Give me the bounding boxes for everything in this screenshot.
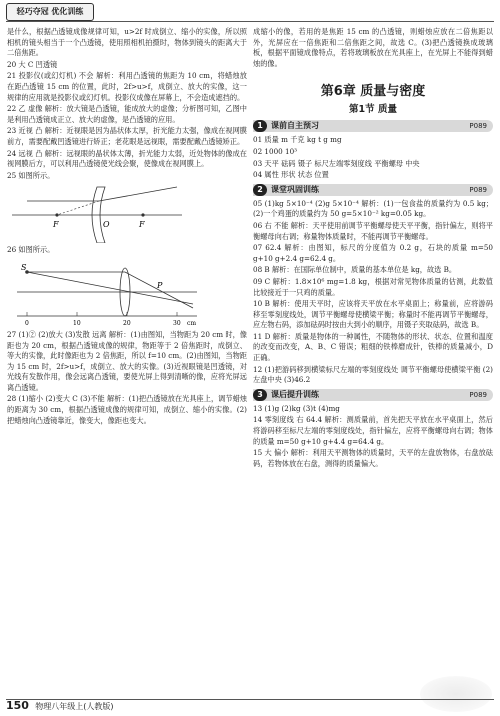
class-06: 06 右 不能 解析：天平使用前调节平衡螺母使天平平衡，指针偏左，则将平衡螺母向右调；称量物体质量时，不能再调节平衡螺母。 (253, 220, 493, 241)
pre-04: 04 属性 形状 状态 位置 (253, 170, 329, 180)
ray-3 (27, 272, 193, 304)
section-band-after (253, 389, 493, 401)
class-12: 12 (1)把游码移到横梁标尺左端的零刻度线处 调节平衡螺母使横梁平衡 (2)左盘中央 (3)46.2 (253, 364, 493, 385)
pre-01: 01 质量 m 千克 kg t g mg (253, 135, 342, 145)
book-title: 物理八年级上(人教版) (35, 702, 114, 711)
after-14: 14 零刻度线 右 64.4 解析：测质量前，首先把天平放在水平桌面上，然后将游码移至标尺左端的零刻度线处，指针偏左，应将平衡螺母向右调；物体的质量 m=50 g+10 g+4.4 g=64.4 g。 (253, 415, 493, 446)
header-rule (6, 21, 494, 22)
answer-23: 23 近视 凸 解析：近视眼是因为晶状体太厚，折光能力太强，像成在视网膜前方，需要配戴凹透镜进行矫正；老花眼是远视眼，需要配戴凸透镜矫正。 (7, 126, 247, 146)
focal-point-right (141, 214, 144, 217)
class-11: 11 D 解析：质量是物体的一种属性，不随物体的形状、状态、位置和温度的改变而改变，A、B、C 错误；粗细的铁棒磨成针，铁棒的质量减小，D 正确。 (253, 331, 493, 363)
pre-03: 03 天平 砝码 镊子 标尺左端零刻度线 平衡螺母 中央 (253, 158, 420, 168)
band-number: 2 (253, 184, 267, 196)
answer-28: 28 (1)缩小 (2)变大 C (3)不能 解析：(1)把凸透镜放在光具座上，调节蜡烛的距离为 30 cm，根据凸透镜成像的规律可知，成倒立、缩小的实像。(2)把蜡烛向凸透镜靠近，像变大，像距也变大。 (7, 394, 247, 425)
lens-diagram-26 (7, 258, 207, 328)
answer-24: 24 远视 凸 解析：远视眼的晶状体太薄，折光能力太弱，近处物体的像成在视网膜后方，可以利用凸透镜使光线会聚，使像成在视网膜上。 (7, 148, 247, 169)
label-f2: F (139, 220, 145, 230)
unit-cm: cm (187, 319, 197, 327)
watermark-stamp (420, 676, 492, 712)
page-footer (6, 701, 306, 715)
pre-02: 02 1000 10³ (253, 146, 298, 156)
section-band-preview (253, 120, 493, 132)
class-05: 05 (1)kg 5×10⁻⁴ (2)g 5×10⁻⁴ 解析：(1)一包食盐的质量约为 0.5 kg；(2)一个鸡蛋的质量约为 50 g=5×10⁻² kg=0.05 kg。 (253, 198, 493, 219)
footer-rule (6, 699, 494, 700)
left-column (7, 27, 247, 427)
tick-0: 0 (25, 319, 29, 327)
answer-28-continued: 成缩小的像，若用的是焦距 15 cm 的凸透镜，则蜡烛应放在二倍焦距以外，光屏应在一倍焦距和二倍焦距之间，故选 C。(3)把凸透镜换成玻璃板，根据平面镜成像特点，若将玻璃板放在光具座上，在光屏上不能得到蜡烛的像。 (253, 27, 493, 68)
band-title: 课前自主预习 (271, 121, 319, 131)
class-10: 10 B 解析：使用天平时，应该将天平放在水平桌面上；称量前，应将游码移至零刻度线处，调节平衡螺母使横梁平衡；称量时不能再调节平衡螺母，应左物右码，添加砝码时按由大到小的顺序，用镊子夹取砝码，故选 B。 (253, 299, 493, 330)
class-07: 07 62.4 解析：由图知，标尺的分度值为 0.2 g，石块的质量 m=50 g+10 g+2.4 g=62.4 g。 (253, 243, 493, 263)
ruler-ticks (27, 312, 177, 316)
answer-25: 25 如图所示。 (7, 170, 55, 180)
answer-21: 21 投影仪(或幻灯机) 不会 解析：利用凸透镜的焦距为 10 cm，将蜡烛放在距凸透镜 15 cm 的位置，此时，2f>u>f，成倒立、放大的实像，这一规律的应用就是投影仪或幻灯机。投影仪成像在屏幕上，不会造成遮挡的。 (7, 71, 247, 102)
page-header (0, 0, 500, 22)
band-page: P089 (469, 185, 487, 194)
band-page: P089 (469, 122, 487, 131)
answer-27: 27 (1)② (2)放大 (3)发散 远离 解析：(1)由图知，当物距为 20 cm 时，像距也为 20 cm，根据凸透镜成像的规律，物距等于 2 倍焦距时，成倒立、等大的实像，此时像距也为 2 倍焦距，所以 f=10 cm。(2)由图知，当物距为 15 cm 时，2f>u>f，成倒立、放大的实像。(3)近视眼镜是凹透镜，对光线有发散作用，像会远离凸透镜，要使光屏上得到清晰的像，应将光屏远离凸透镜。 (7, 329, 247, 392)
focal-point-left (55, 214, 58, 217)
tick-30: 30 (173, 319, 181, 327)
band-title: 课后提升训练 (271, 389, 319, 399)
after-13: 13 (1)g (2)kg (3)t (4)mg (253, 403, 340, 413)
answer-19: 是什么，根据凸透镜成像规律可知，u>2f 时成倒立、缩小的实像，所以照相机的镜头相当于一个凸透镜，使用照相机拍摄时，物体到镜头的距离大于二倍焦距。 (7, 27, 247, 58)
answer-26: 26 如图所示。 (7, 245, 55, 255)
label-f1: F (53, 220, 59, 230)
band-number: 1 (253, 120, 267, 132)
label-o: O (103, 220, 110, 230)
section-title: 第1节 质量 (349, 104, 397, 116)
band-page: P089 (469, 390, 487, 399)
label-p: P (157, 280, 163, 290)
refracted-ray (99, 187, 177, 201)
chapter-title: 第6章 质量与密度 (320, 84, 426, 100)
label-s: S (21, 262, 27, 272)
answer-22: 22 乙 虚像 解析：放大镜是凸透镜，能成放大的虚像；分析图可知，乙图中是利用凸透镜成正立、放大的虚像，是凸透镜的应用。 (7, 104, 247, 124)
page-number: 150 (6, 699, 29, 712)
after-15: 15 大 偏小 解析：利用天平测物体的质量时，天平的左盘放物体，右盘放砝码，若物体放在右盘，测得的质量偏大。 (253, 448, 493, 468)
brand-logo: 轻巧夺冠 优化训练 (6, 3, 94, 21)
right-column (253, 27, 493, 470)
band-number: 3 (253, 389, 267, 401)
answer-20: 20 大 C 凹透镜 (7, 59, 58, 69)
lens-diagram-25 (7, 183, 187, 243)
tick-20: 20 (123, 319, 131, 327)
band-title: 课堂巩固训练 (271, 184, 319, 194)
class-09: 09 C 解析：1.8×10⁶ mg=1.8 kg，根据对常见物体质量的估测，此数值比较接近于一只鸡的质量。 (253, 276, 493, 297)
ray-2 (125, 272, 193, 308)
tick-10: 10 (73, 319, 81, 327)
class-08: 08 B 解析：在国际单位制中，质量的基本单位是 kg，故选 B。 (253, 265, 457, 275)
section-band-class (253, 184, 493, 196)
